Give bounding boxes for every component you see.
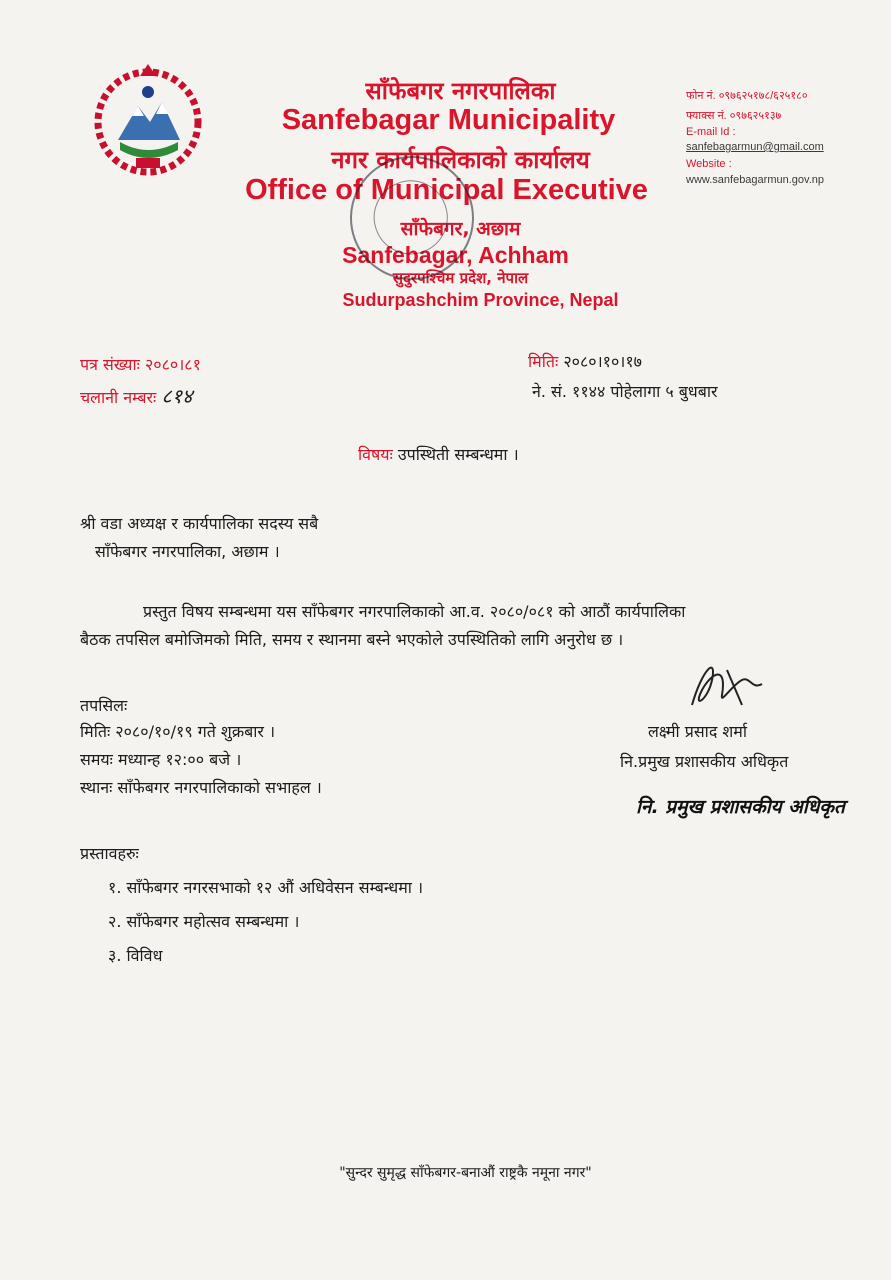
- subject-line: [358, 443, 519, 465]
- body-line-1: प्रस्तुत विषय सम्बन्धमा यस साँफेबगर नगरपालिकाको आ.व. २०८०/०८१ को आठौं कार्यपालिका: [143, 602, 686, 621]
- municipality-name-en: Sanfebagar Municipality: [281, 104, 616, 136]
- municipality-name-np: साँफेबगर नगरपालिका: [365, 77, 556, 105]
- contact-website-label: Website :: [686, 158, 732, 170]
- footer-slogan: "सुन्दर सुमृद्ध साँफेबगर-बनाऔं राष्ट्रकै नमूना नगर": [339, 1165, 592, 1181]
- stamp-inner-ring: [363, 170, 458, 265]
- details-heading: तपसिलः: [80, 696, 128, 715]
- agenda-heading: प्रस्तावहरुः: [80, 844, 139, 863]
- contact-website-link[interactable]: www.sanfebagarmun.gov.np: [686, 174, 824, 186]
- contact-email-link[interactable]: sanfebagarmun@gmail.com: [686, 141, 824, 153]
- nepal-samvat-date: ने. सं. ११४४ पोहेलागा ५ बुधबार: [532, 382, 718, 401]
- agenda-item: १. साँफेबगर नगरसभाको १२ औं अधिवेसन सम्बन्धमा ।: [108, 878, 424, 897]
- body-line-2: बैठक तपसिल बमोजिमको मिति, समय र स्थानमा बस्ने भएकोले उपस्थितिको लागि अनुरोध छ ।: [80, 630, 624, 649]
- letter-number: [80, 353, 201, 375]
- officer-seal: नि. प्रमुख प्रशासकीय अधिकृत: [636, 796, 845, 818]
- dispatch-number-label: चलानी नम्बरः: [80, 388, 157, 407]
- recipient-line-1: श्री वडा अध्यक्ष र कार्यपालिका सदस्य सबै: [80, 514, 319, 533]
- letter-date: [528, 350, 642, 372]
- province-en: Sudurpashchim Province, Nepal: [342, 290, 619, 310]
- handwritten-signature: [672, 650, 782, 720]
- letter-date-value: २०८०।१०।१७: [563, 352, 643, 371]
- letter-date-label: मितिः: [528, 352, 559, 371]
- contact-email-label: E-mail Id :: [686, 126, 736, 138]
- dispatch-number-value: ८१४: [161, 384, 193, 408]
- contact-fax: फ्याक्स नं. ०९७६२५१३७: [686, 110, 782, 122]
- contact-phone: फोन नं. ०९७६२५१७८/६२५१८०: [686, 90, 808, 102]
- place-en: Sanfebagar, Achham: [342, 242, 569, 268]
- recipient-line-2: साँफेबगर नगरपालिका, अछाम ।: [95, 542, 280, 561]
- dispatch-number: [80, 382, 193, 409]
- province-np: सुदुरपश्चिम प्रदेश, नेपाल: [392, 269, 529, 287]
- subject-text: उपस्थिती सम्बन्धमा ।: [397, 445, 519, 464]
- agenda-item: २. साँफेबगर महोत्सव सम्बन्धमा ।: [108, 912, 300, 931]
- signatory-name: लक्ष्मी प्रसाद शर्मा: [648, 722, 748, 741]
- office-name-np: नगर कार्यपालिकाको कार्यालय: [331, 146, 590, 174]
- place-np: साँफेबगर, अछाम: [400, 218, 521, 240]
- agenda-item: ३. विविध: [108, 946, 163, 965]
- subject-label: विषयः: [358, 445, 393, 464]
- signatory-title: नि.प्रमुख प्रशासकीय अधिकृत: [620, 752, 789, 771]
- office-name-en: Office of Municipal Executive: [245, 174, 648, 206]
- details-place: स्थानः साँफेबगर नगरपालिकाको सभाहल ।: [80, 778, 322, 797]
- details-date: मितिः २०८०/१०/१९ गते शुक्रबार ।: [80, 722, 276, 741]
- details-time: समयः मध्यान्ह १२:०० बजे ।: [80, 750, 242, 769]
- letter-number-label: पत्र संख्याः: [80, 355, 140, 374]
- letter-number-value: २०८०।८१: [144, 355, 201, 374]
